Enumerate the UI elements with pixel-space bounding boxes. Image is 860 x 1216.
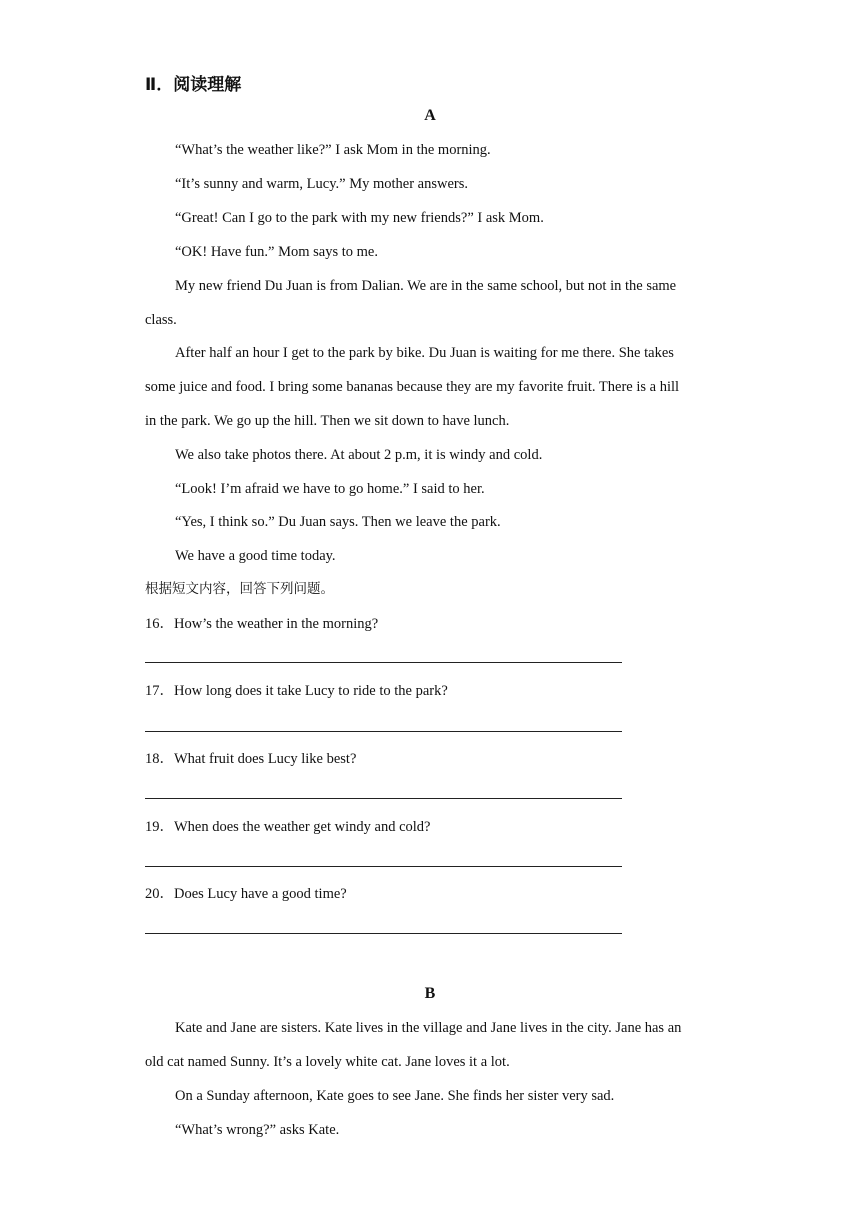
answer-line-19[interactable] [145,866,622,867]
passage-a-line-1: “What’s the weather like?” I ask Mom in the morning. [175,142,491,158]
passage-a-line-10: We also take photos there. At about 2 p.m, it is windy and cold. [175,447,543,463]
passage-b-line-4: “What’s wrong?” asks Kate. [175,1122,340,1138]
question-16: 16．How’s the weather in the morning? [145,616,379,632]
answer-line-17[interactable] [145,731,622,732]
answer-line-20[interactable] [145,933,622,934]
passage-a-line-11: “Look! I’m afraid we have to go home.” I said to her. [175,481,485,497]
passage-a-line-9: in the park. We go up the hill. Then we sit down to have lunch. [145,413,510,429]
passage-b-line-2: old cat named Sunny. It’s a lovely white cat. Jane loves it a lot. [145,1054,510,1070]
passage-a-line-8: some juice and food. I bring some bananas because they are my favorite fruit. There is a hill [145,379,680,395]
passage-b-line-3: On a Sunday afternoon, Kate goes to see Jane. She finds her sister very sad. [175,1088,615,1104]
passage-a-line-7: After half an hour I get to the park by bike. Du Juan is waiting for me there. She takes [175,345,674,361]
passage-a-line-2: “It’s sunny and warm, Lucy.” My mother answers. [175,176,469,192]
instruction-text: 根据短文内容，回答下列问题。 [145,581,334,597]
passage-a-line-12: “Yes, I think so.” Du Juan says. Then we leave the park. [175,514,501,530]
passage-a-line-3: “Great! Can I go to the park with my new friends?” I ask Mom. [175,210,544,226]
passage-b-line-1: Kate and Jane are sisters. Kate lives in the village and Jane lives in the city. Jane has an [175,1020,682,1036]
passage-a-line-5: My new friend Du Juan is from Dalian. We are in the same school, but not in the same [175,278,677,294]
question-18: 18．What fruit does Lucy like best? [145,751,357,767]
question-20: 20．Does Lucy have a good time? [145,886,347,902]
passage-b-title: B [424,985,436,1002]
passage-a-line-6: class. [145,312,177,328]
passage-a-line-4: “OK! Have fun.” Mom says to me. [175,244,378,260]
section-heading: Ⅱ．阅读理解 [145,75,242,95]
question-17: 17．How long does it take Lucy to ride to the park? [145,683,448,699]
answer-line-18[interactable] [145,798,622,799]
answer-line-16[interactable] [145,662,622,663]
question-19: 19．When does the weather get windy and cold? [145,819,431,835]
passage-a-title: A [424,107,436,124]
passage-a-line-13: We have a good time today. [175,548,336,564]
